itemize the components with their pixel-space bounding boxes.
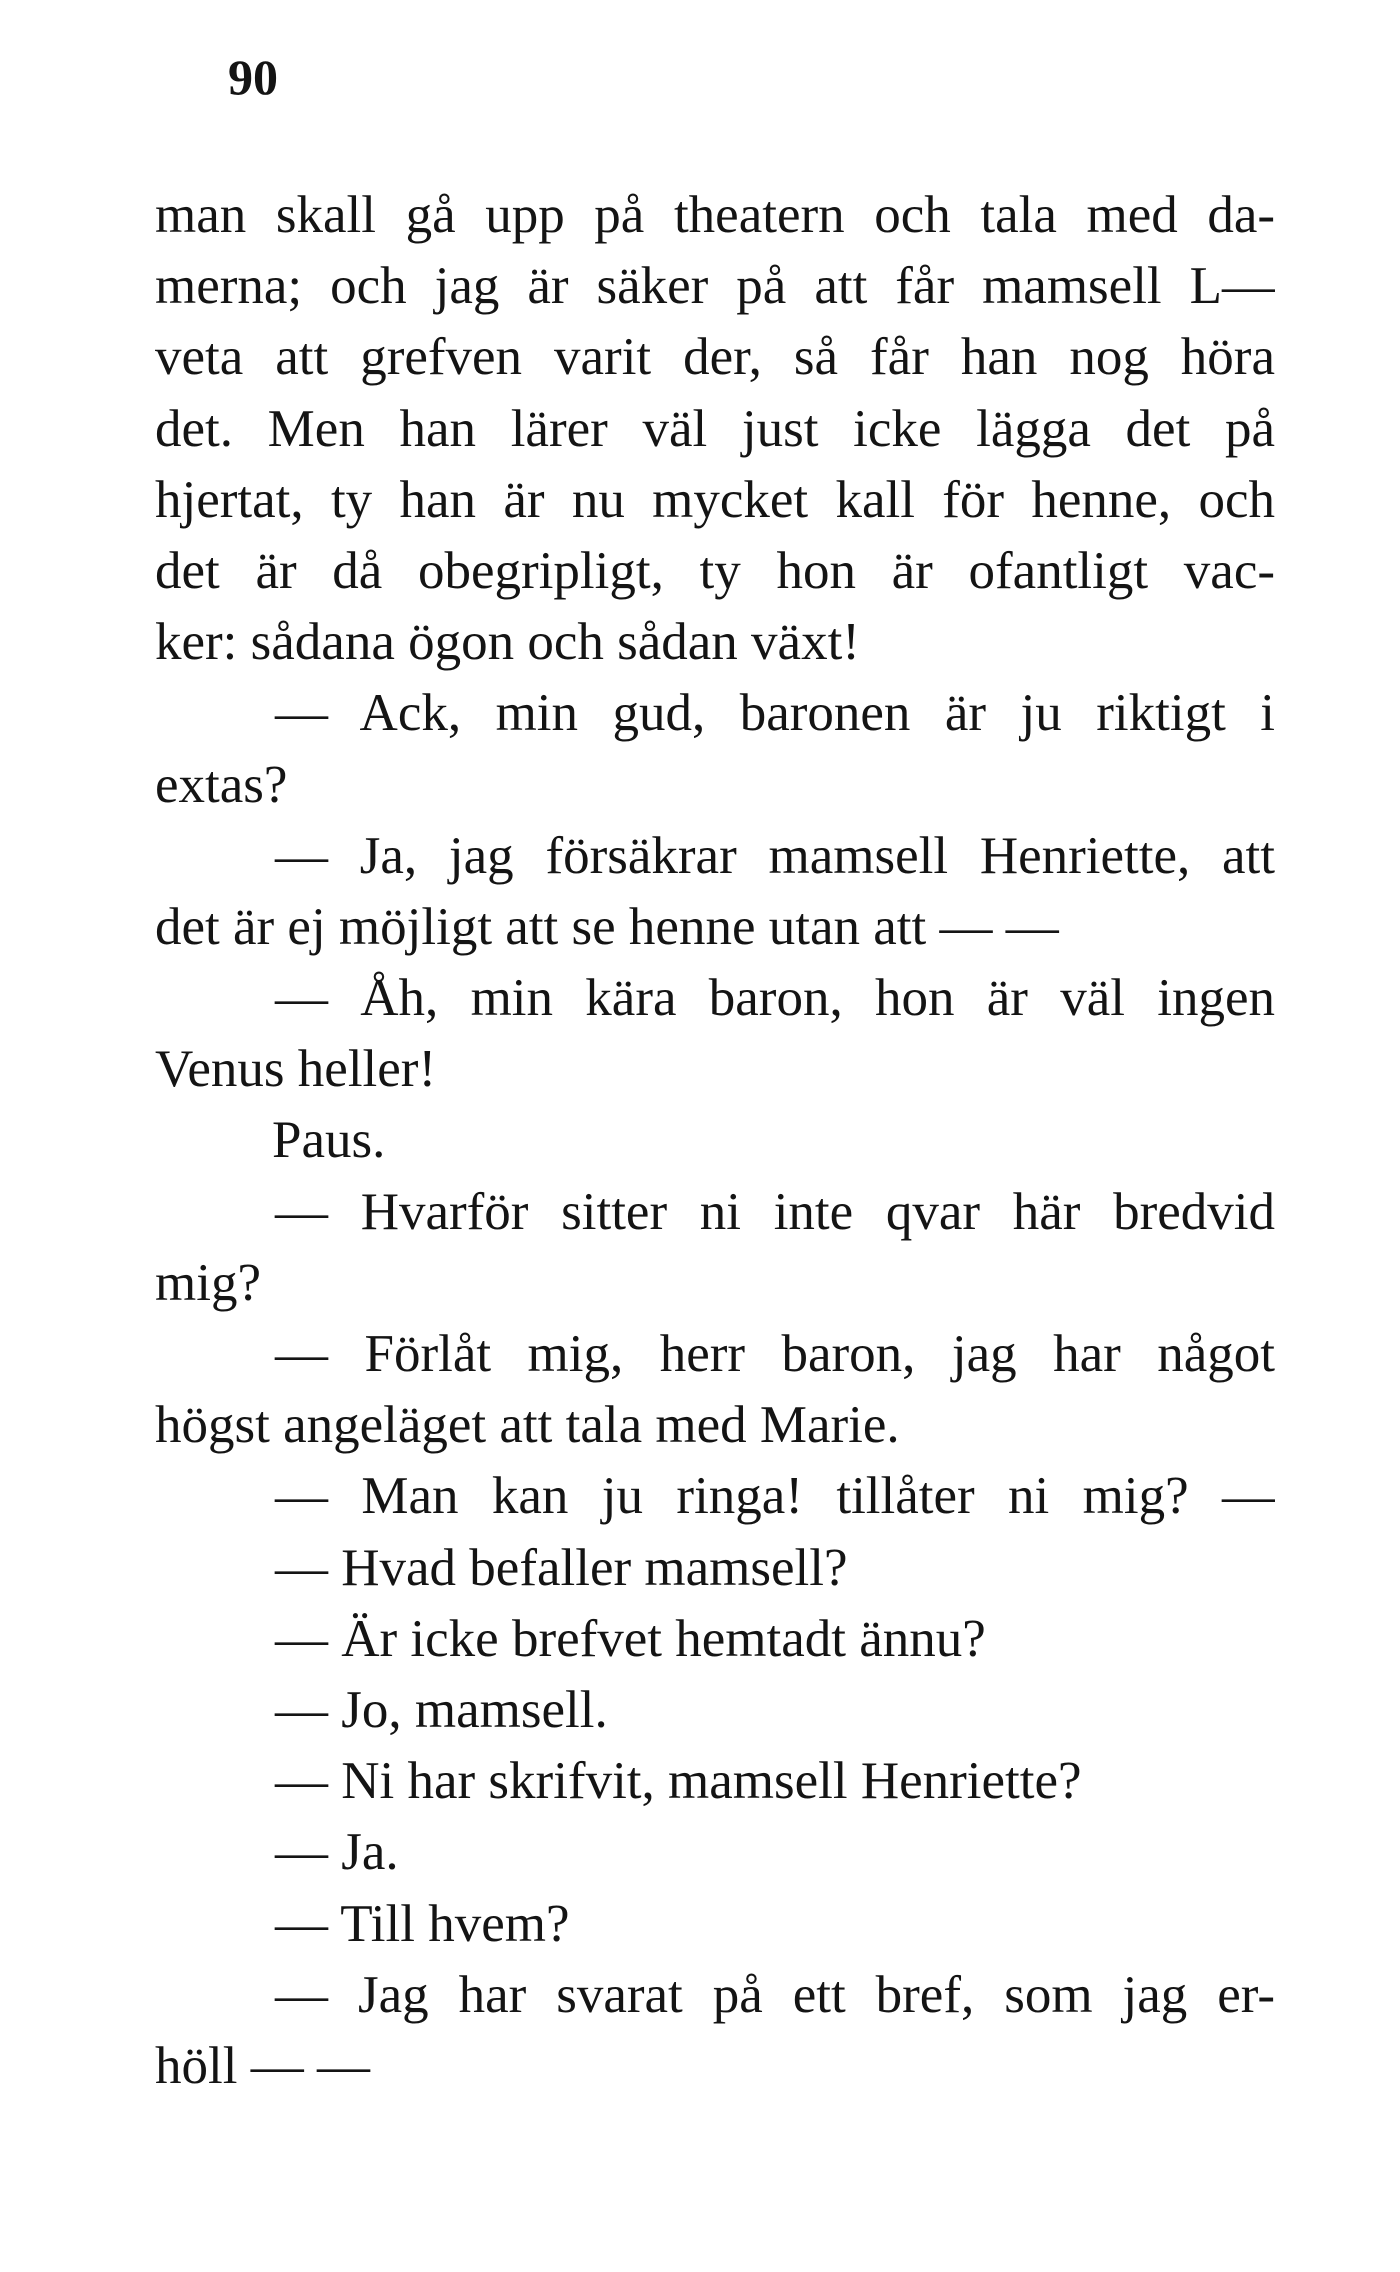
dialogue-line: — Jo, mamsell. bbox=[275, 1680, 608, 1739]
text-line: mig? bbox=[155, 1253, 261, 1312]
dialogue-line: — Man kan ju ringa! tillåter ni mig? — bbox=[275, 1467, 1275, 1526]
dialogue-line: — Jag har svarat på ett bref, som jag er- bbox=[275, 1965, 1275, 2024]
dialogue-line: — Ni har skrifvit, mamsell Henriette? bbox=[275, 1752, 1082, 1811]
text-line: ker: sådana ögon och sådan växt! bbox=[155, 613, 860, 672]
text-line: det. Men han lärer väl just icke lägga det på bbox=[155, 399, 1275, 458]
text-line: veta att grefven varit der, så får han nog höra bbox=[155, 328, 1275, 387]
text-line: det är då obegripligt, ty hon är ofantligt vac- bbox=[155, 541, 1275, 600]
dialogue-line: — Ack, min gud, baronen är ju riktigt i bbox=[275, 684, 1275, 743]
text-line: hjertat, ty han är nu mycket kall för henne, och bbox=[155, 470, 1275, 529]
dialogue-line: — Hvad befaller mamsell? bbox=[275, 1538, 848, 1597]
stage-direction: Paus. bbox=[272, 1111, 386, 1170]
dialogue-line: — Ja. bbox=[275, 1823, 399, 1882]
text-body bbox=[155, 180, 1275, 2102]
text-line: höll — — bbox=[155, 2036, 370, 2095]
text-line: merna; och jag är säker på att får mamsell L— bbox=[155, 257, 1275, 316]
dialogue-line: — Förlåt mig, herr baron, jag har något bbox=[275, 1325, 1275, 1383]
text-line: extas? bbox=[155, 755, 288, 814]
dialogue-line: — Åh, min kära baron, hon är väl ingen bbox=[275, 969, 1275, 1028]
dialogue-line: — Hvarför sitter ni inte qvar här bredvid bbox=[275, 1182, 1275, 1241]
dialogue-line: — Ja, jag försäkrar mamsell Henriette, att bbox=[275, 826, 1275, 885]
page-number: 90 bbox=[228, 49, 278, 105]
text-line: högst angeläget att tala med Marie. bbox=[155, 1396, 900, 1455]
text-line: det är ej möjligt att se henne utan att — — bbox=[155, 897, 1059, 956]
dialogue-line: — Till hvem? bbox=[275, 1894, 570, 1953]
text-line: Venus heller! bbox=[155, 1040, 437, 1099]
text-line: man skall gå upp på theatern och tala med da- bbox=[155, 186, 1275, 244]
dialogue-line: — Är icke brefvet hemtadt ännu? bbox=[275, 1609, 986, 1668]
